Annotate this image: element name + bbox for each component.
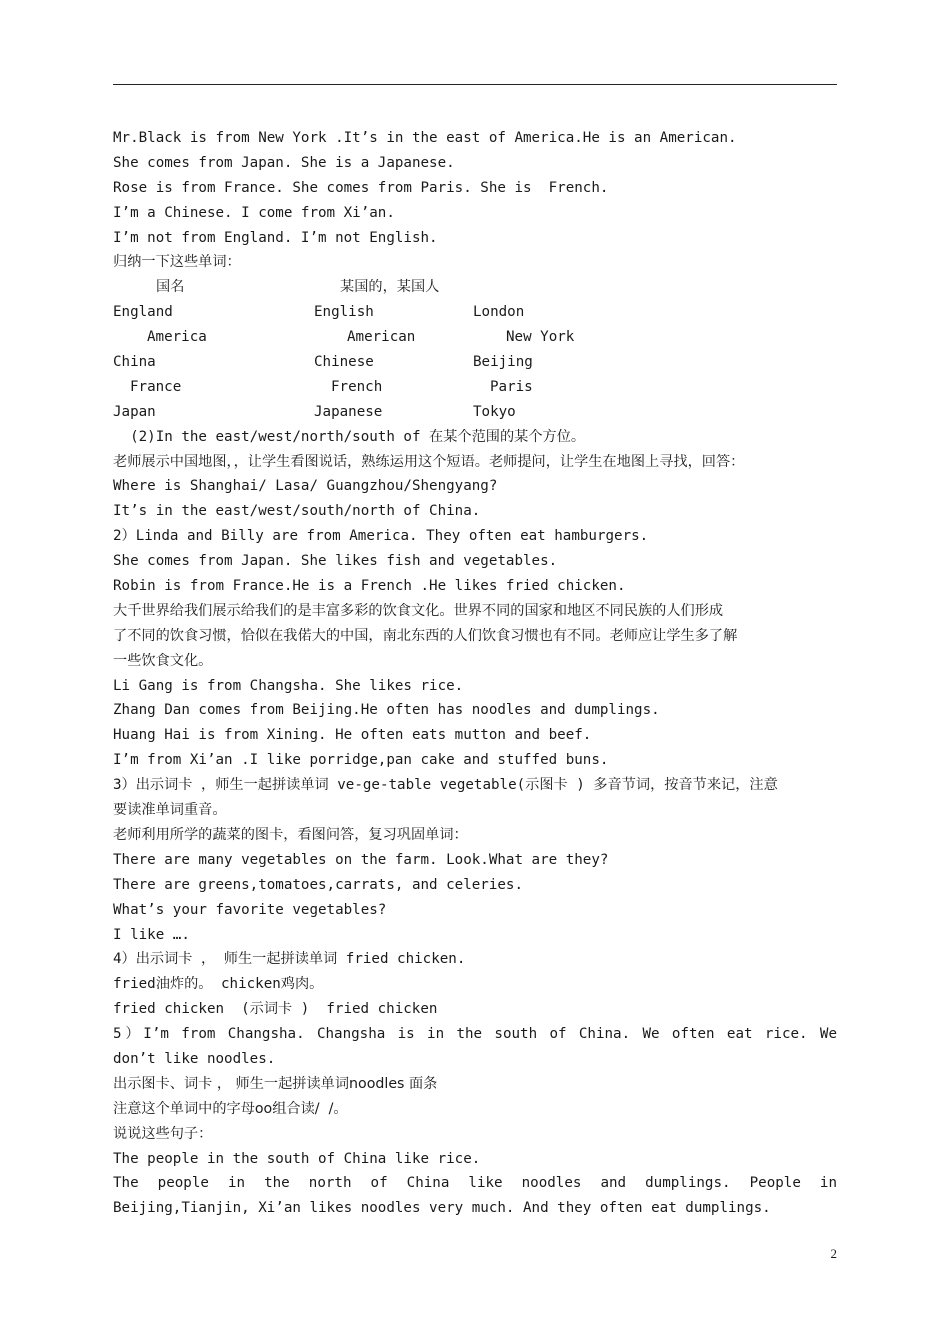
text-line: 注意这个单词中的字母oo组合读/ /。 (113, 1100, 348, 1117)
text-line: 5）I’m from Changsha. Changsha is in the south of China. We often eat rice. We (113, 1026, 837, 1043)
text-line: Zhang Dan comes from Beijing.He often has noodles and dumplings. (113, 702, 660, 719)
text-line: I like …. (113, 926, 190, 943)
text-line: The people in the north of China like noodles and dumplings. People in (113, 1175, 837, 1192)
text-line: don’t like noodles. (113, 1050, 276, 1067)
table-row (113, 325, 837, 350)
text-line: 出示图卡、词卡 ， 师生一起拼读单词noodles 面条 (113, 1075, 438, 1092)
table-cell: France (130, 378, 182, 395)
text-line: Beijing,Tianjin, Xi’an likes noodles very much. And they often eat dumplings. (113, 1200, 771, 1217)
text-line: Mr.Black is from New York .It’s in the east of America.He is an American. (113, 130, 737, 146)
text-line: Where is Shanghai/ Lasa/ Guangzhou/Shengyang? (113, 478, 498, 495)
table-cell: Chinese (314, 354, 374, 371)
text-line: 2）Linda and Billy are from America. They often eat hamburgers. (113, 528, 649, 545)
text-line: 了不同的饮食习惯，恰似在我偌大的中国，南北东西的人们饮食习惯也有不同。老师应让学生多了解 (113, 627, 738, 644)
text-line: 一些饮食文化。 (113, 652, 213, 669)
table-cell: Beijing (473, 354, 533, 371)
text-line: 老师展示中国地图，，让学生看图说话，熟练运用这个短语。老师提问，让学生在地图上寻找，回答： (113, 453, 745, 470)
table-cell: America (147, 329, 207, 346)
table-cell: England (113, 304, 173, 321)
table-header-row (113, 275, 837, 300)
text-line: What’s your favorite vegetables? (113, 901, 387, 918)
text-line: She comes from Japan. She likes fish and vegetables. (113, 553, 558, 570)
text-line: 3）出示词卡 ，师生一起拼读单词 ve-ge-table vegetable(示图卡 ) 多音节词，按音节来记，注意 (113, 777, 778, 794)
text-line: 老师利用所学的蔬菜的图卡，看图问答，复习巩固单词： (113, 826, 468, 843)
table-row (113, 375, 837, 400)
text-line: The people in the south of China like rice. (113, 1150, 481, 1167)
table-cell: Tokyo (473, 403, 516, 420)
document-body (113, 126, 837, 1221)
table-row (113, 400, 837, 425)
table-row (113, 350, 837, 375)
text-line: 归纳一下这些单词： (113, 254, 241, 271)
text-line: There are many vegetables on the farm. Look.What are they? (113, 851, 609, 868)
table-cell: London (473, 304, 525, 321)
text-line: (2)In the east/west/north/south of 在某个范围的某个方位。 (113, 428, 586, 445)
table-header-nationality: 某国的，某国人 (340, 279, 440, 296)
table-cell: French (331, 378, 383, 395)
table-cell: Japanese (314, 403, 383, 420)
text-line: Robin is from France.He is a French .He likes fried chicken. (113, 578, 626, 595)
text-line: 要读准单词重音。 (113, 802, 227, 819)
table-cell: American (347, 329, 416, 346)
text-line: fried chicken (示词卡 ) fried chicken (113, 1001, 438, 1018)
text-line: 大千世界给我们展示给我们的是丰富多彩的饮食文化。世界不同的国家和地区不同民族的人们形成 (113, 602, 724, 619)
page-number: 2 (830, 1246, 837, 1261)
table-cell: English (314, 304, 374, 321)
table-cell: China (113, 354, 156, 371)
text-line: Rose is from France. She comes from Paris. She is French. (113, 179, 609, 196)
table-cell: Japan (113, 403, 156, 420)
text-line: It’s in the east/west/south/north of China. (113, 503, 481, 520)
table-row (113, 300, 837, 325)
text-line: I’m a Chinese. I come from Xi’an. (113, 204, 395, 221)
text-line: I’m from Xi’an .I like porridge,pan cake and stuffed buns. (113, 752, 609, 769)
text-line: Li Gang is from Changsha. She likes rice. (113, 677, 464, 694)
text-line: 4）出示词卡 ， 师生一起拼读单词 fried chicken. (113, 951, 466, 968)
text-line: Huang Hai is from Xining. He often eats mutton and beef. (113, 727, 592, 744)
text-line: fried油炸的。 chicken鸡肉。 (113, 976, 324, 993)
table-cell: New York (506, 329, 575, 346)
text-line: 说说这些句子： (113, 1125, 213, 1142)
text-line: I’m not from England. I’m not English. (113, 229, 438, 246)
table-cell: Paris (490, 378, 533, 395)
text-line: She comes from Japan. She is a Japanese. (113, 154, 455, 171)
header-rule (113, 84, 837, 85)
text-line: There are greens,tomatoes,carrats, and celeries. (113, 876, 523, 893)
table-header-country: 国名 (156, 279, 185, 296)
